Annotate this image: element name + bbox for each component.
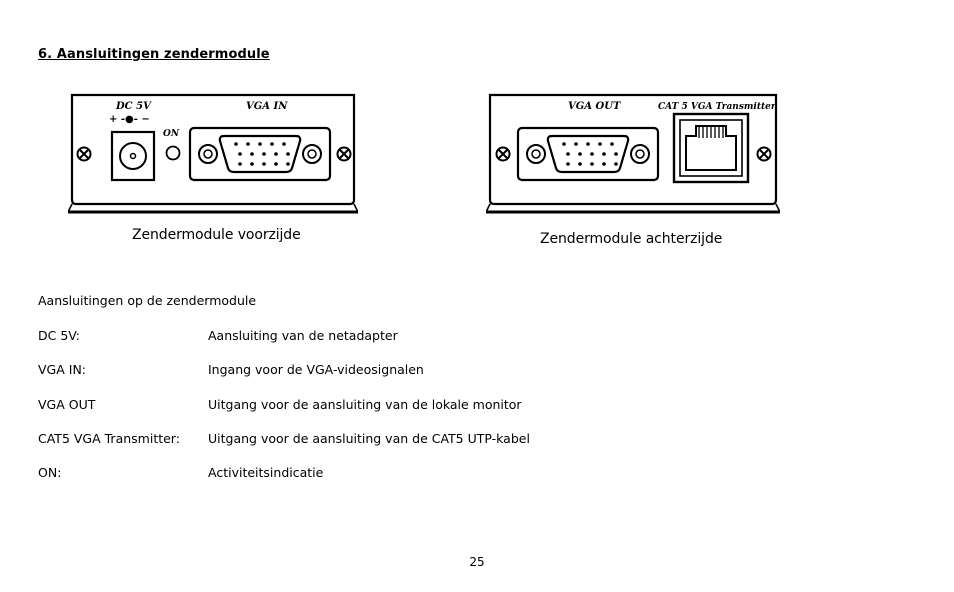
section-heading: Aansluitingen op de zendermodule — [38, 293, 257, 308]
back-panel-drawing — [486, 92, 780, 216]
front-label-polarity: + -●- − — [109, 114, 150, 125]
front-label-vga-in: VGA IN — [246, 101, 288, 112]
definition-term: VGA IN: — [38, 362, 87, 377]
back-label-cat5: CAT 5 VGA Transmitter — [658, 102, 776, 112]
definition-description: Uitgang voor de aansluiting van de lokale monitor — [208, 397, 522, 412]
led-indicator-icon — [167, 147, 180, 160]
screw-icon — [78, 148, 91, 161]
front-label-dc5v: DC 5V — [116, 101, 151, 112]
vga-out-connector-icon — [518, 128, 658, 180]
definition-row — [38, 362, 738, 380]
definition-row — [38, 431, 738, 449]
back-panel-illustration — [486, 92, 780, 216]
front-panel-illustration — [68, 92, 358, 216]
definition-row — [38, 397, 738, 415]
definition-term: ON: — [38, 465, 62, 480]
screw-icon — [497, 148, 510, 161]
definition-description: Aansluiting van de netadapter — [208, 328, 398, 343]
definition-description: Activiteitsindicatie — [208, 465, 324, 480]
definition-term: DC 5V: — [38, 328, 81, 343]
definition-term: VGA OUT — [38, 397, 96, 412]
section-title: 6. Aansluitingen zendermodule — [38, 47, 270, 62]
definition-row — [38, 465, 738, 483]
vga-in-connector-icon — [190, 128, 330, 180]
definition-row — [38, 328, 738, 346]
front-label-on: ON — [163, 129, 180, 139]
front-panel-drawing — [68, 92, 358, 216]
caption-back-panel: Zendermodule achterzijde — [540, 231, 723, 247]
back-label-vga-out: VGA OUT — [568, 101, 621, 112]
page-number: 25 — [469, 555, 485, 569]
rj45-port-icon — [674, 114, 748, 182]
definition-description: Uitgang voor de aansluiting van de CAT5 UTP-kabel — [208, 431, 530, 446]
screw-icon — [758, 148, 771, 161]
screw-icon — [338, 148, 351, 161]
caption-front-panel: Zendermodule voorzijde — [132, 227, 301, 243]
definition-description: Ingang voor de VGA-videosignalen — [208, 362, 424, 377]
definition-term: CAT5 VGA Transmitter: — [38, 431, 180, 446]
dc-power-jack-icon — [112, 132, 154, 180]
